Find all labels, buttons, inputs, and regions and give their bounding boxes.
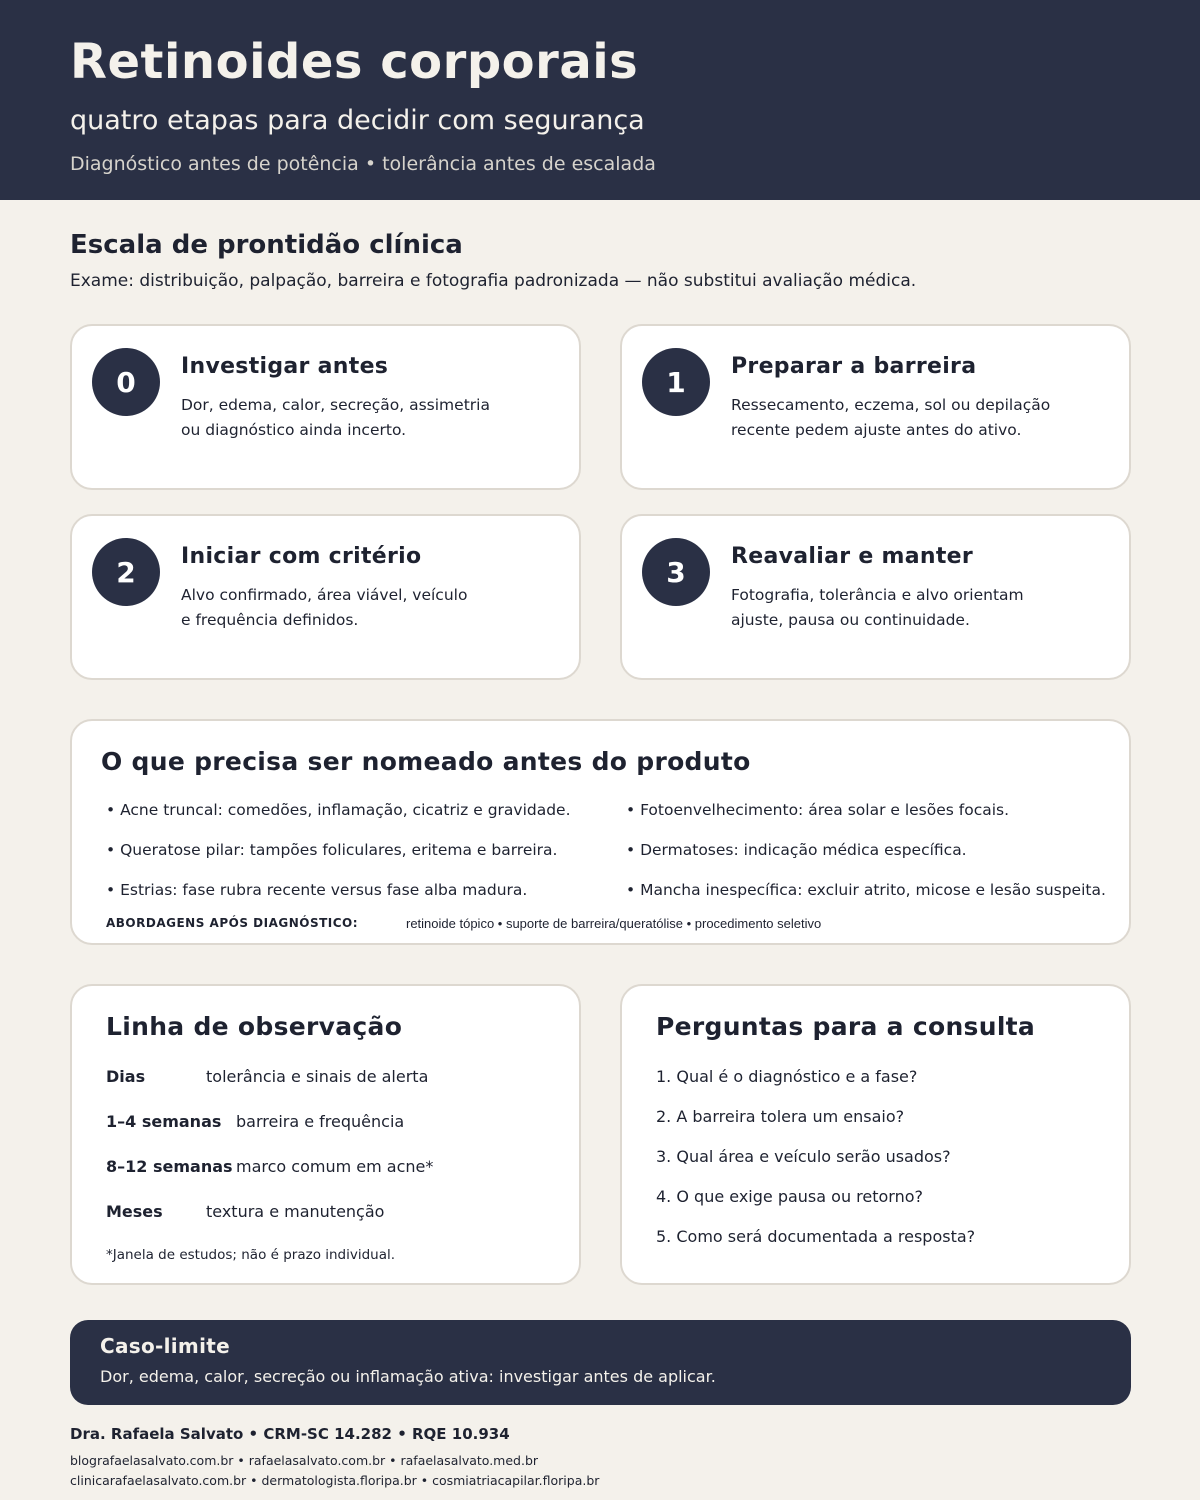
named-card-title: O que precisa ser nomeado antes do produto [101,747,751,776]
step-description [181,393,541,443]
named-before-product-card [70,719,1131,945]
alert-text: Dor, edema, calor, secreção ou inflamação ativa: investigar antes de aplicar. [100,1367,716,1386]
step-number-badge: 1 [642,348,710,416]
step-description [731,583,1091,633]
question-item: 1. Qual é o diagnóstico e a fase? [656,1067,918,1086]
step-number-badge: 0 [92,348,160,416]
step-description-line: recente pedem ajuste antes do ativo. [731,421,1022,439]
named-list-item: • Estrias: fase rubra recente versus fase alba madura. [106,881,528,899]
named-list-item: • Dermatoses: indicação médica específica. [626,841,967,859]
observation-row-label: Meses [106,1202,163,1221]
observation-row-text: barreira e frequência [236,1112,405,1131]
step-card-1 [620,324,1131,490]
observation-footnote: *Janela de estudos; não é prazo individual. [106,1247,396,1263]
edge-case-alert [70,1320,1131,1405]
question-item: 2. A barreira tolera um ensaio? [656,1107,905,1126]
named-list-item: • Mancha inespecífica: excluir atrito, micose e lesão suspeita. [626,881,1106,899]
observation-row-text: textura e manutenção [206,1202,385,1221]
named-list-item: • Fotoenvelhecimento: área solar e lesões focais. [626,801,1010,819]
questions-title: Perguntas para a consulta [656,1012,1036,1041]
step-description-line: Alvo confirmado, área viável, veículo [181,586,468,604]
step-description [731,393,1091,443]
step-number-badge: 2 [92,538,160,606]
readiness-title: Escala de prontidão clínica [70,230,463,260]
step-card-0 [70,324,581,490]
step-title: Preparar a barreira [731,354,977,379]
approaches-text: retinoide tópico • suporte de barreira/queratólise • procedimento seletivo [406,916,822,931]
step-description-line: Dor, edema, calor, secreção, assimetria [181,396,490,414]
step-title: Investigar antes [181,354,389,379]
question-item: 3. Qual área e veículo serão usados? [656,1147,951,1166]
observation-title: Linha de observação [106,1012,403,1041]
step-title: Iniciar com critério [181,544,422,569]
questions-card [620,984,1131,1285]
footer-links-line: blografaelasalvato.com.br • rafaelasalvato.com.br • rafaelasalvato.med.br [70,1453,539,1468]
approaches-label: ABORDAGENS APÓS DIAGNÓSTICO: [106,916,359,930]
question-item: 4. O que exige pausa ou retorno? [656,1187,924,1206]
step-description-line: ou diagnóstico ainda incerto. [181,421,407,439]
step-description-line: Fotografia, tolerância e alvo orientam [731,586,1024,604]
observation-row-label: 1–4 semanas [106,1112,222,1131]
header-banner [0,0,1200,200]
step-title: Reavaliar e manter [731,544,974,569]
named-list-item: • Queratose pilar: tampões foliculares, eritema e barreira. [106,841,558,859]
alert-title: Caso-limite [100,1334,230,1358]
footer-links-line: clinicarafaelasalvato.com.br • dermatologista.floripa.br • cosmiatriacapilar.floripa.br [70,1473,600,1488]
page-tagline: Diagnóstico antes de potência • tolerância antes de escalada [70,153,656,175]
observation-row-label: Dias [106,1067,146,1086]
step-card-3 [620,514,1131,680]
author-credit: Dra. Rafaela Salvato • CRM-SC 14.282 • RQE 10.934 [70,1425,510,1443]
observation-card [70,984,581,1285]
observation-row-label: 8–12 semanas [106,1157,233,1176]
step-description-line: ajuste, pausa ou continuidade. [731,611,970,629]
step-description-line: e frequência definidos. [181,611,359,629]
page-title: Retinoides corporais [70,34,639,90]
step-card-2 [70,514,581,680]
step-description [181,583,541,633]
readiness-subtitle: Exame: distribuição, palpação, barreira e fotografia padronizada — não substitui avaliação médica. [70,271,917,291]
observation-row-text: tolerância e sinais de alerta [206,1067,429,1086]
named-list-item: • Acne truncal: comedões, inflamação, cicatriz e gravidade. [106,801,571,819]
question-item: 5. Como será documentada a resposta? [656,1227,976,1246]
page-subtitle: quatro etapas para decidir com segurança [70,105,645,136]
observation-row-text: marco comum em acne* [236,1157,434,1176]
step-number-badge: 3 [642,538,710,606]
step-description-line: Ressecamento, eczema, sol ou depilação [731,396,1051,414]
